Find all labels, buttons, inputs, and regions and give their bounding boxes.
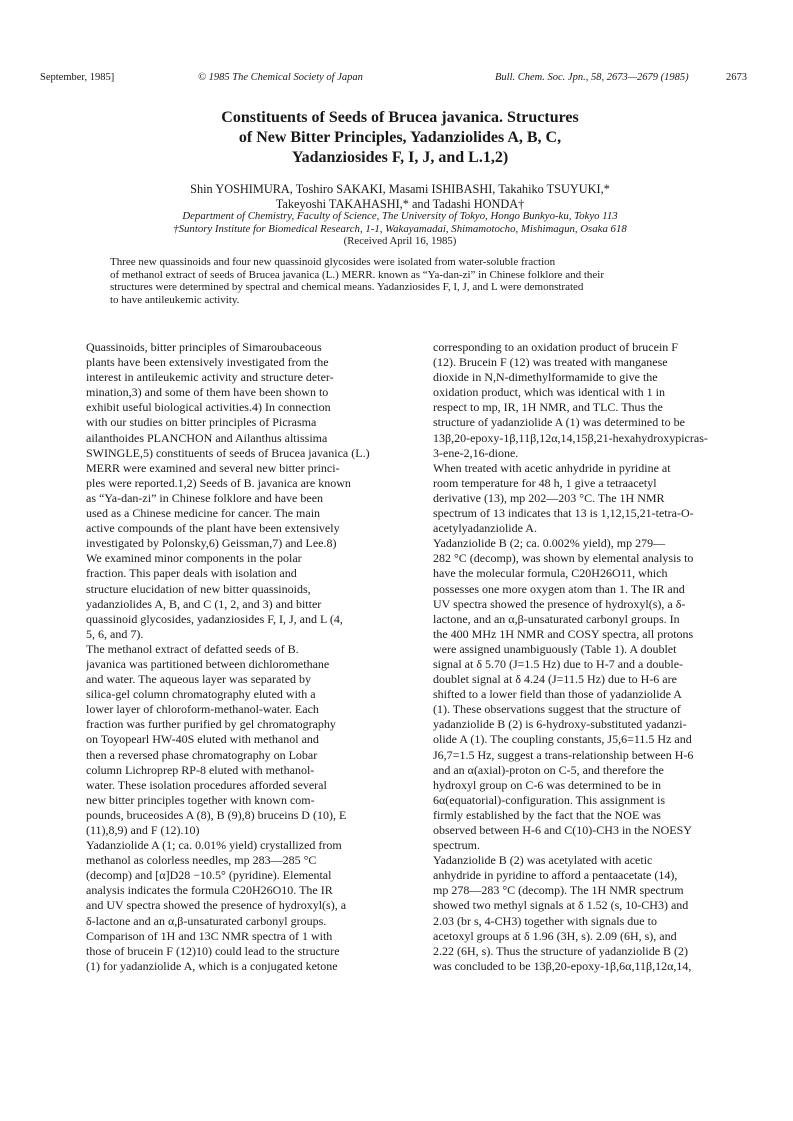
author-line: Shin YOSHIMURA, Toshiro SAKAKI, Masami ISHIBASHI, Takahiko TSUYUKI,* xyxy=(190,182,610,196)
body-text-line: those of brucein F (12)10) could lead to the structure xyxy=(86,943,340,958)
body-text-line: and water. The aqueous layer was separated by xyxy=(86,672,312,687)
body-text-line: possesses one more oxygen atom than 1. The IR and xyxy=(433,581,685,596)
title-line: Constituents of Seeds of Brucea javanica. Structures xyxy=(221,109,579,126)
journal-citation: Bull. Chem. Soc. Jpn., 58, 2673—2679 (1985) xyxy=(495,72,689,83)
abstract-line: structures were determined by spectral and chemical means. Yadanziosides F, I, J, and L were demonstrated xyxy=(110,281,584,294)
body-text-line: Yadanziolide A (1; ca. 0.01% yield) crystallized from xyxy=(86,838,342,853)
body-text-line: SWINGLE,5) constituents of seeds of Brucea javanica (L.) xyxy=(86,445,370,460)
article-title xyxy=(60,108,740,168)
body-text-line: corresponding to an oxidation product of brucein F xyxy=(433,340,678,354)
abstract-line: Three new quassinoids and four new quassinoid glycosides were isolated from water-soluble fraction xyxy=(110,256,556,268)
body-text-line: then a reversed phase chromatography on Lobar xyxy=(86,747,318,762)
body-text-line: quassinoid glycosides, yadanziosides F, I, J, and L (4, xyxy=(86,611,343,626)
title-line: Yadanziosides F, I, J, and L.1,2) xyxy=(291,149,509,166)
body-text-line: fraction was further purified by gel chromatography xyxy=(86,717,336,732)
body-text-line: (1). These observations suggest that the structure of xyxy=(433,702,681,717)
body-text-line: δ-lactone and an α,β-unsaturated carbonyl groups. xyxy=(86,913,327,928)
left-column xyxy=(86,340,414,974)
body-text-line: UV spectra showed the presence of hydroxyl(s), a δ- xyxy=(433,596,686,611)
body-text-line: mination,3) and some of them have been shown to xyxy=(86,385,329,400)
body-text-line: were assigned unambiguously (Table 1). A doublet xyxy=(433,641,677,656)
body-text-line: shifted to a lower field than those of yadanziolide A xyxy=(433,687,682,702)
body-text-line: We examined minor components in the polar xyxy=(86,551,302,566)
body-text-line: dioxide in N,N-dimethylformamide to give the xyxy=(433,370,658,385)
body-text-line: used as a Chinese medicine for cancer. The main xyxy=(86,506,321,521)
body-text-line: mp 278—283 °C (decomp). The 1H NMR spectrum xyxy=(433,883,684,898)
body-text-line: hydroxyl group on C-6 was determined to be in xyxy=(433,777,661,792)
body-text-line: 3-ene-2,16-dione. xyxy=(433,445,519,460)
copyright-notice: © 1985 The Chemical Society of Japan xyxy=(198,72,363,83)
affiliation-line: Department of Chemistry, Faculty of Science, The University of Tokyo, Hongo Bunkyo-ku, Tokyo 113 xyxy=(182,210,618,222)
body-text-line: lactone, and an α,β-unsaturated carbonyl groups. In xyxy=(433,611,680,626)
received-date: (Received April 16, 1985) xyxy=(343,235,457,248)
abstract-line: to have antileukemic activity. xyxy=(110,293,240,306)
affiliations xyxy=(60,210,740,248)
body-text-line: methanol as colorless needles, mp 283—285 °C xyxy=(86,853,317,868)
body-text-line: Yadanziolide B (2; ca. 0.002% yield), mp 279— xyxy=(433,536,666,551)
body-text-line: Yadanziolide B (2) was acetylated with acetic xyxy=(433,853,653,868)
body-text-line: spectrum. xyxy=(433,838,480,853)
body-text-line: interest in antileukemic activity and structure deter- xyxy=(86,370,334,385)
body-text-line: pounds, bruceosides A (8), B (9),8) bruceins D (10), E xyxy=(86,807,347,822)
body-text-line: fraction. This paper deals with isolation and xyxy=(86,566,297,581)
body-text-line: signal at δ 5.70 (J=1.5 Hz) due to H-7 and a double- xyxy=(433,656,684,671)
body-text-line: derivative (13), mp 202—203 °C. The 1H NMR xyxy=(433,490,665,505)
body-text-line: Quassinoids, bitter principles of Simaroubaceous xyxy=(86,340,322,354)
body-text-line: silica-gel column chromatography eluted with a xyxy=(86,687,316,702)
body-text-line: respect to mp, IR, 1H NMR, and TLC. Thus the xyxy=(433,400,663,415)
right-column xyxy=(433,340,761,974)
body-text-line: acetylyadanziolide A. xyxy=(433,521,537,536)
body-text-line: showed two methyl signals at δ 1.52 (s, 10-CH3) and xyxy=(433,898,689,913)
abstract xyxy=(110,256,688,306)
abstract-line: of methanol extract of seeds of Brucea javanica (L.) MERR. known as “Ya-dan-zi” in Chinese folklore and their xyxy=(110,268,605,281)
body-text-line: MERR were examined and several new bitter princi- xyxy=(86,460,340,475)
body-text-line: firmly established by the fact that the NOE was xyxy=(433,807,661,822)
body-text-line: (11),8,9) and F (12).10) xyxy=(86,823,200,837)
body-text-line: plants have been extensively investigated from the xyxy=(86,355,329,370)
body-text-line: water. These isolation procedures afforded several xyxy=(86,777,327,792)
body-text-line: Comparison of 1H and 13C NMR spectra of 1 with xyxy=(86,928,333,943)
body-text-line: column Lichroprep RP-8 eluted with methanol- xyxy=(86,762,315,777)
body-text-line: on Toyopearl HW-40S eluted with methanol and xyxy=(86,732,319,747)
affiliation-line: †Suntory Institute for Biomedical Research, 1-1, Wakayamadai, Shimamotocho, Mishimagun, Osaka 618 xyxy=(173,222,627,235)
body-text-line: the 400 MHz 1H NMR and COSY spectra, all protons xyxy=(433,626,694,641)
body-text-line: J6,7=1.5 Hz, suggest a trans-relationship between H-6 xyxy=(433,747,694,762)
body-text-line: 2.22 (6H, s). Thus the structure of yadanziolide B (2) xyxy=(433,943,689,958)
body-text-line: have the molecular formula, C20H26O11, which xyxy=(433,566,668,581)
body-text-line: spectrum of 13 indicates that 13 is 1,12,15,21-tetra-O- xyxy=(433,506,694,521)
body-text-line: observed between H-6 and C(10)-CH3 in the NOESY xyxy=(433,823,692,837)
body-text-line: yadanziolide B (2) is 6-hydroxy-substituted yadanzi- xyxy=(433,717,687,732)
body-text-line: active compounds of the plant have been extensively xyxy=(86,521,340,536)
body-text-line: (1) for yadanziolide A, which is a conjugated ketone xyxy=(86,958,338,973)
body-text-line: olide A (1). The coupling constants, J5,6=11.5 Hz and xyxy=(433,732,692,747)
body-text-line: 13β,20-epoxy-1β,11β,12α,14,15β,21-hexahydroxypicras- xyxy=(433,430,708,445)
body-text-line: structure of yadanziolide A (1) was determined to be xyxy=(433,415,685,430)
body-text-line: investigated by Polonsky,6) Geissman,7) and Lee.8) xyxy=(86,536,337,551)
body-text-line: and an α(axial)-proton on C-5, and therefore the xyxy=(433,762,664,777)
body-text-line: ples were reported.1,2) Seeds of B. javanica are known xyxy=(86,475,351,490)
body-text-line: structure elucidation of new bitter quassinoids, xyxy=(86,581,311,596)
body-text-line: The methanol extract of defatted seeds of B. xyxy=(86,641,299,656)
body-text-line: 6α(equatorial)-configuration. This assignment is xyxy=(433,792,666,807)
body-text-line: with our studies on bitter principles of Picrasma xyxy=(86,415,317,430)
body-text-line: 2.03 (br s, 4-CH3) together with signals due to xyxy=(433,913,657,928)
page-number: 2673 xyxy=(726,72,747,83)
body-text-line: When treated with acetic anhydride in pyridine at xyxy=(433,460,671,475)
body-text-line: (12). Brucein F (12) was treated with manganese xyxy=(433,355,668,370)
body-text-line: analysis indicates the formula C20H26O10. The IR xyxy=(86,883,333,898)
body-text-line: 282 °C (decomp), was shown by elemental analysis to xyxy=(433,551,694,566)
body-text-line: new bitter principles together with known com- xyxy=(86,792,315,807)
title-line: of New Bitter Principles, Yadanziolides A, B, C, xyxy=(238,129,562,146)
author-list xyxy=(60,182,740,212)
body-text-line: yadanziolides A, B, and C (1, 2, and 3) and bitter xyxy=(86,596,322,611)
issue-date: September, 1985] xyxy=(40,72,115,83)
body-text-line: anhydride in pyridine to afford a pentaacetate (14), xyxy=(433,868,678,883)
body-text-line: was concluded to be 13β,20-epoxy-1β,6α,11β,12α,14, xyxy=(433,958,692,973)
author-line: Takeyoshi TAKAHASHI,* and Tadashi HONDA† xyxy=(275,197,525,211)
body-text-line: lower layer of chloroform-methanol-water. Each xyxy=(86,702,319,717)
body-text-line: javanica was partitioned between dichloromethane xyxy=(86,656,330,671)
body-text-line: 5, 6, and 7). xyxy=(86,626,144,641)
body-text-line: room temperature for 48 h, 1 give a tetraacetyl xyxy=(433,475,657,490)
body-text-line: exhibit useful biological activities.4) In connection xyxy=(86,400,331,415)
body-text-line: doublet signal at δ 4.24 (J=11.5 Hz) due to H-6 are xyxy=(433,672,677,687)
body-text-line: oxidation product, which was identical with 1 in xyxy=(433,385,665,400)
body-text-line: ailanthoides PLANCHON and Ailanthus altissima xyxy=(86,430,328,445)
running-head xyxy=(40,71,747,85)
body-text-line: (decomp) and [α]D28 −10.5° (pyridine). Elemental xyxy=(86,868,332,883)
body-text-line: and UV spectra showed the presence of hydroxyl(s), a xyxy=(86,898,347,913)
body-text-line: as “Ya-dan-zi” in Chinese folklore and have been xyxy=(86,490,324,505)
body-text-line: acetoxyl groups at δ 1.96 (3H, s). 2.09 (6H, s), and xyxy=(433,928,677,943)
